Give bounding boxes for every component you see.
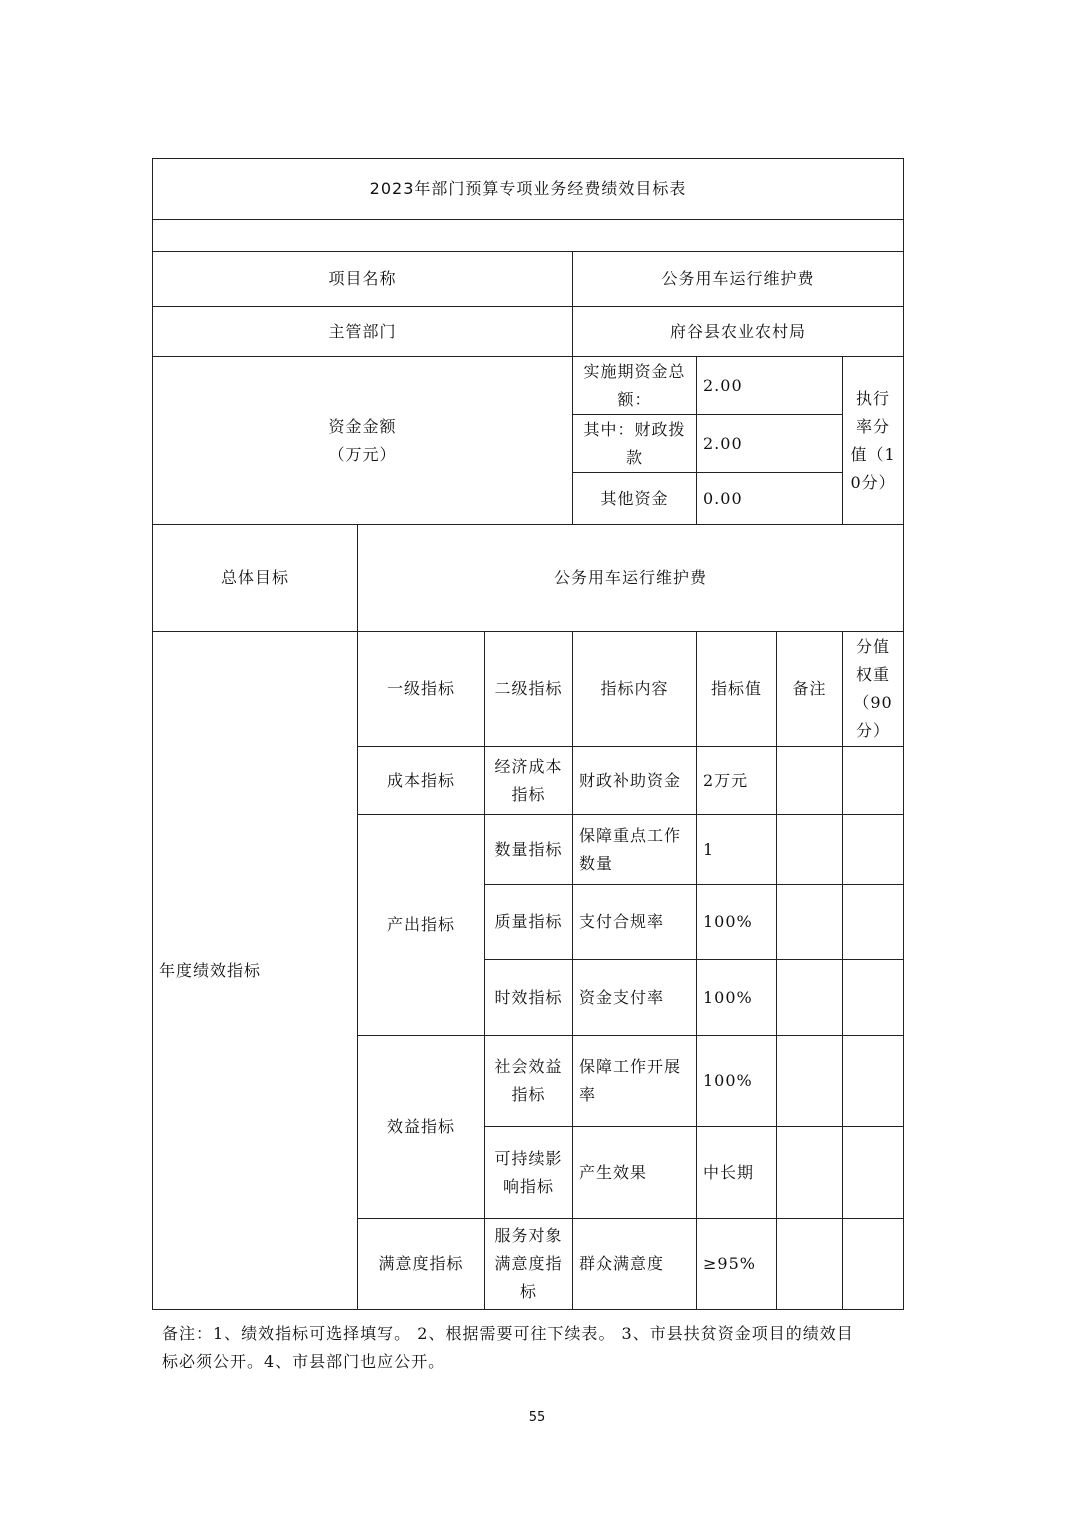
weight-cell: [843, 1127, 904, 1219]
weight-cell: [843, 885, 904, 960]
level2-cell: 服务对象满意度指标: [485, 1219, 573, 1310]
remark-cell: [777, 885, 843, 960]
header-content: 指标内容: [573, 632, 697, 747]
value-cell: 1: [697, 815, 777, 885]
exec-rate-label: 执行率分值（10分）: [843, 357, 904, 525]
total-funds-value: 2.00: [697, 357, 843, 415]
overall-goal-value: 公务用车运行维护费: [358, 525, 904, 632]
weight-cell: [843, 815, 904, 885]
weight-cell: [843, 747, 904, 815]
content-cell: 保障工作开展率: [573, 1036, 697, 1127]
level1-cost: 成本指标: [358, 747, 485, 815]
level2-cell: 经济成本指标: [485, 747, 573, 815]
funds-label-cell: [153, 357, 573, 525]
page-title: 2023年部门预算专项业务经费绩效目标表: [153, 159, 904, 220]
value-cell: 100%: [697, 1036, 777, 1127]
level1-satisfaction: 满意度指标: [358, 1219, 485, 1310]
header-level2: 二级指标: [485, 632, 573, 747]
content-cell: 保障重点工作数量: [573, 815, 697, 885]
header-value: 指标值: [697, 632, 777, 747]
footnote: 备注：1、绩效指标可选择填写。 2、根据需要可往下续表。 3、市县扶贫资金项目的绩效目标必须公开。4、市县部门也应公开。: [162, 1324, 854, 1371]
funds-label: 资金金额: [328, 416, 397, 436]
fiscal-funds-value: 2.00: [697, 415, 843, 473]
value-cell: ≥95%: [697, 1219, 777, 1310]
value-cell: 中长期: [697, 1127, 777, 1219]
level1-output: 产出指标: [358, 815, 485, 1036]
weight-cell: [843, 1036, 904, 1127]
other-funds-label: 其他资金: [573, 473, 697, 525]
remark-cell: [777, 1036, 843, 1127]
remark-cell: [777, 960, 843, 1036]
content-cell: 群众满意度: [573, 1219, 697, 1310]
annual-label: 年度绩效指标: [153, 632, 358, 1310]
level2-cell: 可持续影响指标: [485, 1127, 573, 1219]
content-cell: 财政补助资金: [573, 747, 697, 815]
other-funds-value: 0.00: [697, 473, 843, 525]
level2-cell: 社会效益指标: [485, 1036, 573, 1127]
weight-cell: [843, 1219, 904, 1310]
blank-row: [153, 220, 904, 252]
department-label: 主管部门: [153, 307, 573, 357]
header-remark: 备注: [777, 632, 843, 747]
total-funds-label: 实施期资金总额：: [573, 357, 697, 415]
level2-cell: 数量指标: [485, 815, 573, 885]
remark-cell: [777, 1127, 843, 1219]
project-name-value: 公务用车运行维护费: [573, 252, 904, 307]
remark-cell: [777, 1219, 843, 1310]
value-cell: 100%: [697, 885, 777, 960]
value-cell: 2万元: [697, 747, 777, 815]
remark-cell: [777, 747, 843, 815]
content-cell: 资金支付率: [573, 960, 697, 1036]
remark-cell: [777, 815, 843, 885]
funds-unit: （万元）: [328, 444, 397, 464]
overall-goal-label: 总体目标: [153, 525, 358, 632]
value-cell: 100%: [697, 960, 777, 1036]
content-cell: 支付合规率: [573, 885, 697, 960]
page-number: 55: [528, 1410, 546, 1425]
header-level1: 一级指标: [358, 632, 485, 747]
project-name-label: 项目名称: [153, 252, 573, 307]
weight-cell: [843, 960, 904, 1036]
header-weight: 分值权重（90分）: [843, 632, 904, 747]
level2-cell: 质量指标: [485, 885, 573, 960]
performance-table: [152, 158, 904, 1310]
level1-benefit: 效益指标: [358, 1036, 485, 1219]
content-cell: 产生效果: [573, 1127, 697, 1219]
level2-cell: 时效指标: [485, 960, 573, 1036]
fiscal-funds-label: 其中：财政拨款: [573, 415, 697, 473]
department-value: 府谷县农业农村局: [573, 307, 904, 357]
